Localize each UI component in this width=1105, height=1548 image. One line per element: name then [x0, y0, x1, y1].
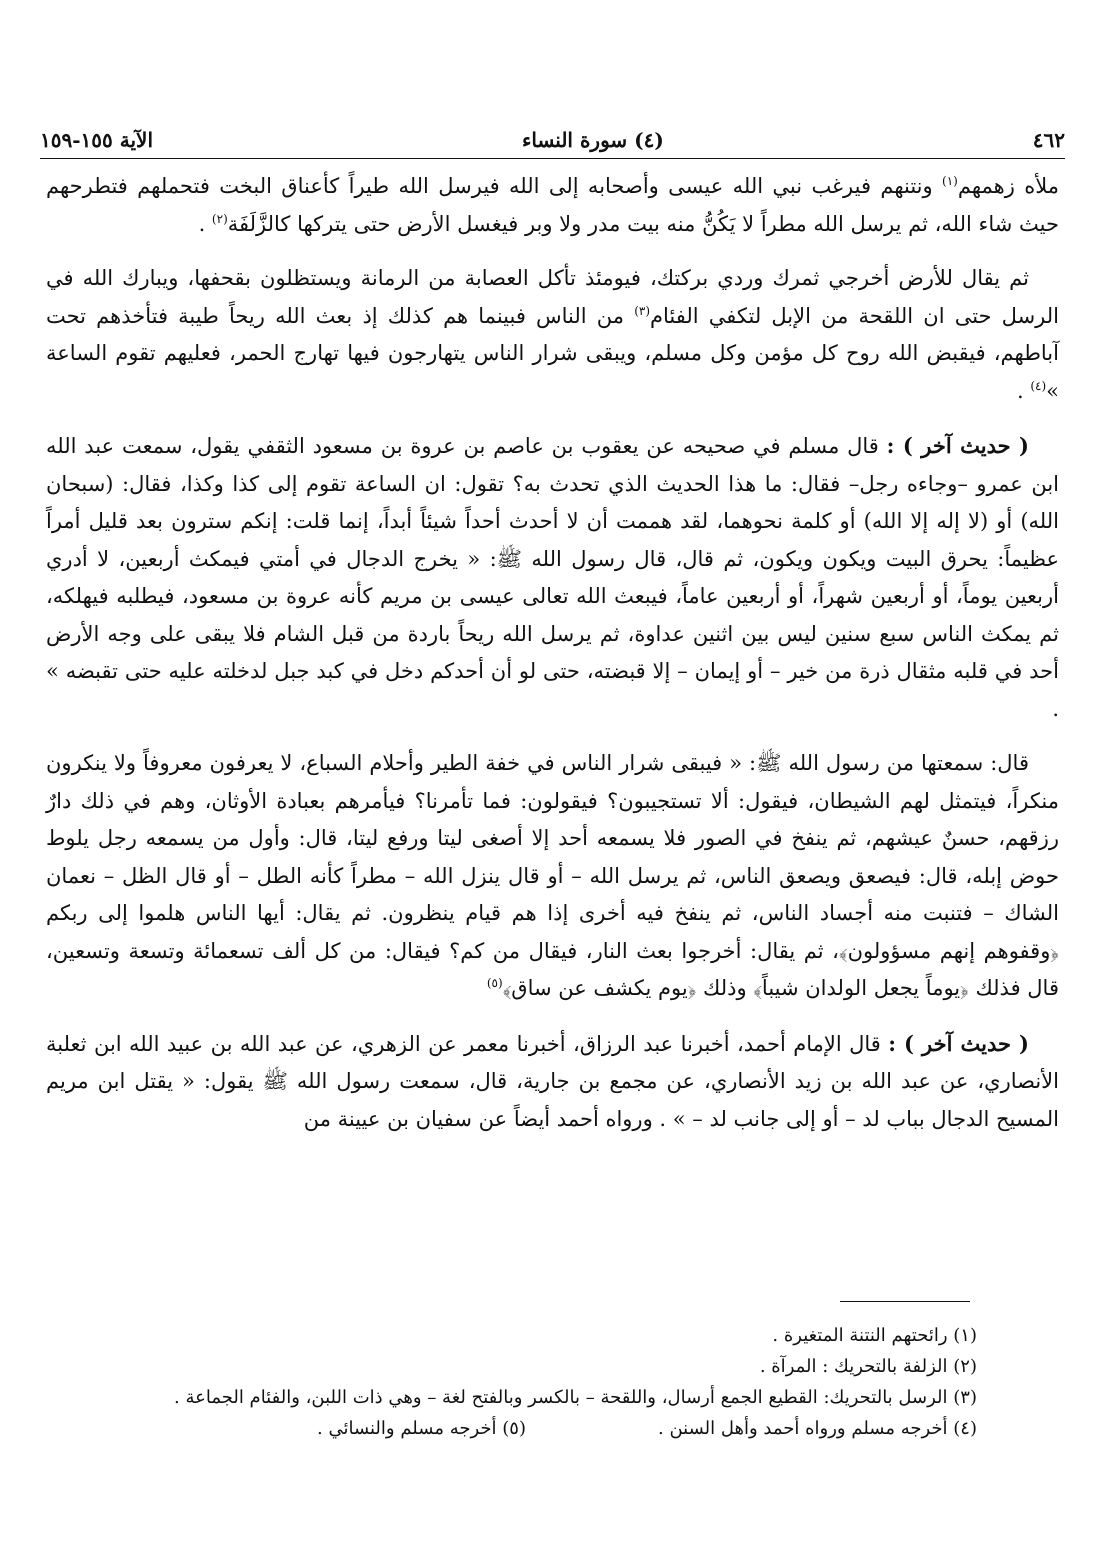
footnote-1: (١) رائحتهم النتنة المتغيرة . — [772, 1325, 977, 1346]
footnote-row-4-5 — [317, 1413, 977, 1444]
verse-range: الآية ١٥٥-١٥٩ — [40, 128, 153, 152]
footnote-ref-2: (٢) — [211, 211, 228, 226]
text-run: قال مسلم في صحيحه عن يعقوب بن عاصم بن عروة بن مسعود الثقفي يقول، سمعت عبد الله ابن عمرو –وجاءه رجل– فقال: ما هذا الحديث الذي تحدث به؟ تقول: ان الساعة تقوم إلى كذا وكذا، فقال: (سبحان الله) أو (لا إله إلا الله) أو كلمة نحوهما، لقد هممت أن لا أحدث أحداً شيئاً أبداً، إنما قلت: إنكم سترون بعد قليل أمراً عظيماً: يحرق البيت ويكون ويكون، ثم قال، قال رسول الله ﷺ: « يخرج الدجال في أمتي فيمكث أربعين، لا أدري أربعين يوماً، أو أربعين شهراً، أو أربعين عاماً، فيبعث الله تعالى عيسى بن مريم كأنه عروة بن مسعود، فيطلبه فيهلكه، ثم يمكث الناس سبع سنين ليس بين اثنين عداوة، ثم يرسل الله ريحاً باردة من قبل الشام فلا يبقى على وجه الأرض أحد في قلبه مثقال ذرة من خير – أو إيمان – إلا قبضته، حتى لو أن أحدكم دخل في كبد جبل لدخلته عليه حتى تقبضه » . — [46, 434, 1059, 721]
page-header — [40, 125, 1065, 155]
footnote-ref-3: (٣) — [634, 303, 651, 318]
page-number: ٤٦٢ — [1032, 128, 1065, 152]
paragraph-1 — [46, 168, 1059, 243]
footnote-2: (٢) الزلفة بالتحريك : المرآة . — [759, 1356, 977, 1377]
text-run: . — [198, 211, 212, 236]
text-run: ثم يقال للأرض أخرجي ثمرك وردي بركتك، فيومئذ تأكل العصابة من الرمانة ويستظلون بقحفها، ويبارك الله في الرسل حتى ان اللقحة من الإبل لتكفي الفئام — [46, 266, 1060, 328]
text-run: ونتنهم فيرغب نبي الله عيسى وأصحابه إلى الله فيرسل الله طيراً كأعناق البخت فتحملهم فتطرحهم حيث شاء الله، ثم يرسل الله مطراً لا يَكُنُّ منه بيت مدر ولا وبر فيغسل الأرض حتى يتركها كالزَّلَفَة — [46, 174, 1059, 236]
text-run: من الناس فبينما هم كذلك إذ بعث الله ريحاً طيبة فتأخذهم تحت آباطهم، فيقبض الله روح كل مؤمن وكل مسلم، ويبقى شرار الناس يتهارجون فيها تهارج الحمر، فعليهم تقوم الساعة » — [46, 303, 1059, 403]
footnote-3: (٣) الرسل بالتحريك: القطيع الجمع أرسال، واللقحة – بالكسر وبالفتح لغة – وهي ذات اللبن، والفئام الجماعة . — [174, 1387, 977, 1408]
paragraph-3 — [46, 427, 1059, 728]
main-text — [46, 168, 1059, 1138]
hadith-label: ( حديث آخر ) : — [888, 1030, 1029, 1056]
header-divider — [40, 158, 1065, 159]
paragraph-5 — [46, 1025, 1059, 1139]
text-run: قال الإمام أحمد، أخبرنا عبد الرزاق، أخبرنا معمر عن الزهري، عن عبد الله بن عبيد الله ابن ثعلبة الأنصاري، عن عبد الله بن زيد الأنصاري، عن مجمع بن جارية، قال، سمعت رسول الله ﷺ يقول: « يقتل ابن مريم المسيح الدجال بباب لد – أو إلى جانب لد – » . ورواه أحمد أيضاً عن سفيان بن عيينة من — [46, 1031, 1059, 1131]
text-run: . — [1016, 378, 1031, 403]
paragraph-2 — [46, 260, 1059, 410]
text-run: ملأه زهمهم — [957, 174, 1060, 198]
footnote-5: (٥) أخرجه مسلم والنسائي . — [317, 1418, 526, 1439]
text-run: قال: سمعتها من رسول الله ﷺ: « فيبقى شرار الناس في خفة الطير وأحلام السباع، لا يعرفون معروفاً ولا ينكرون منكراً، فيتمثل لهم الشيطان، فيقول: ألا تستجيبون؟ فيقولون: فما تأمرنا؟ فيأمرهم بعبادة الأوثان، وهم في ذلك دارٌ رزقهم، حسنٌ عيشهم، ثم ينفخ في الصور فلا يسمعه أحد إلا أصغى ليتا ورفع ليتا، قال: وأول من يسمعه رجل يلوط حوض إبله، قال: فيصعق ويصعق الناس، ثم يرسل الله – أو قال ينزل الله – مطراً كأنه الطل – أو قال الظل – نعمان الشاك – فتنبت منه أجساد الناس، ثم ينفخ فيه أخرى إذا هم قيام ينظرون. ثم يقال: أيها الناس هلموا إلى ربكم ﴿وقفوهم إنهم مسؤولون﴾، ثم يقال: أخرجوا بعث النار، فيقال من كم؟ فيقال: من كل ألف تسعمائة وتسعة وتسعين، قال فذلك ﴿يوماً يجعل الولدان شيباً﴾ وذلك ﴿يوم يكشف عن ساق﴾ — [46, 751, 1060, 1000]
footnotes — [80, 1320, 977, 1444]
footnote-ref-1: (١) — [942, 174, 958, 188]
surah-title: (٤) سورة النساء — [521, 128, 664, 152]
footnote-ref-4: (٤) — [1030, 378, 1047, 393]
hadith-label: ( حديث آخر ) : — [886, 433, 1029, 458]
footnote-4: (٤) أخرجه مسلم ورواه أحمد وأهل السنن . — [658, 1418, 977, 1439]
footnote-divider — [840, 1301, 970, 1302]
footnote-ref-5: (٥) — [486, 976, 503, 990]
paragraph-4 — [46, 745, 1059, 1008]
